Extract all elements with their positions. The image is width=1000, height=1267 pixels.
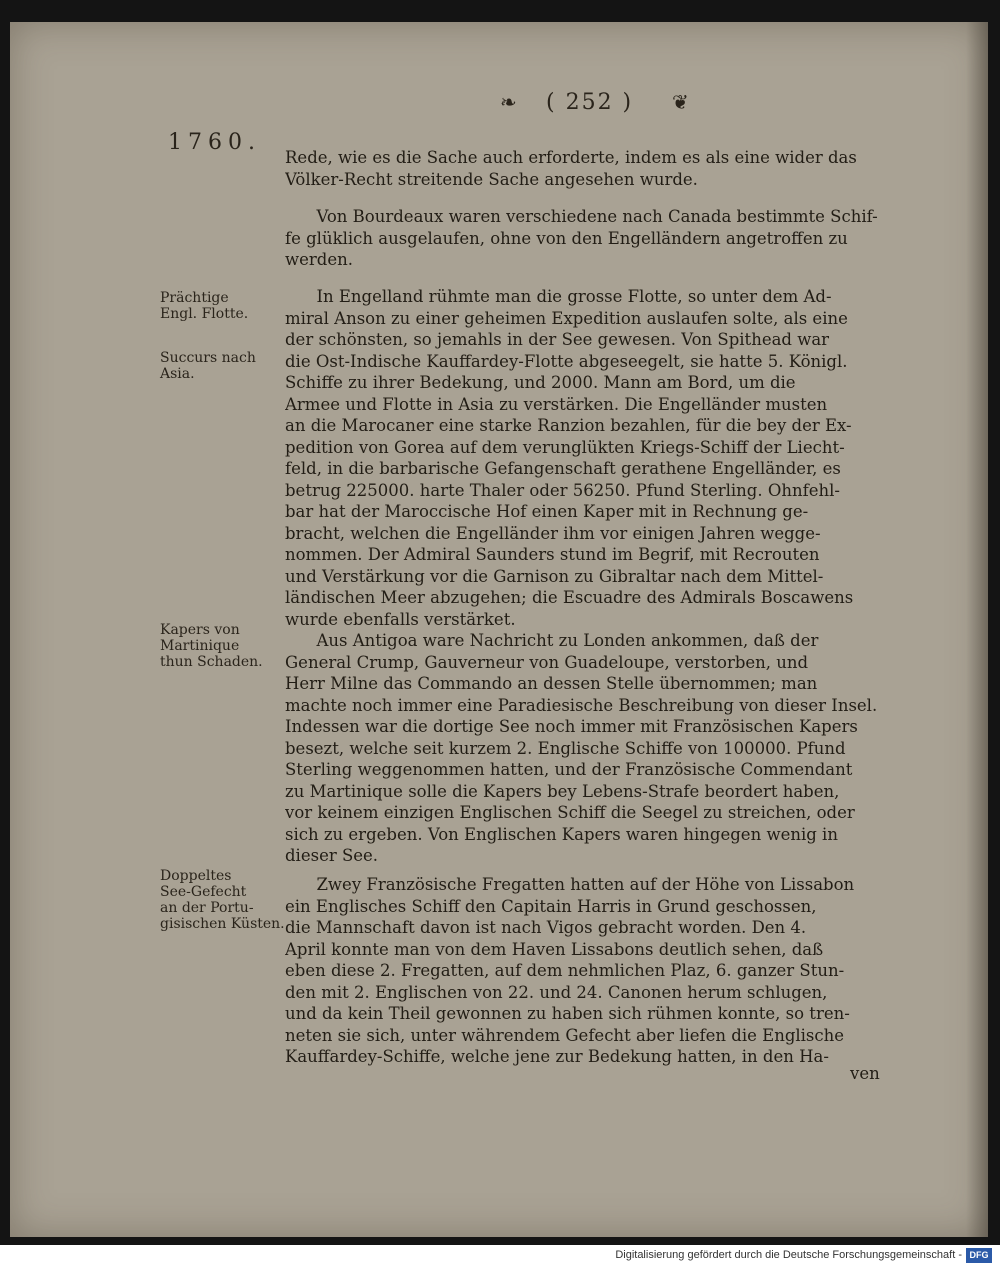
text-line: Zwey Französische Fregatten hatten auf der Höhe von Lissabon xyxy=(285,875,855,894)
text-line: wurde ebenfalls verstärket. xyxy=(285,609,516,629)
paragraph-engelland xyxy=(285,286,910,630)
marginal-note-seegefecht xyxy=(160,868,285,932)
text-line: den mit 2. Englischen von 22. und 24. Canonen herum schlugen, xyxy=(285,982,828,1002)
text-line: General Crump, Gauverneur von Guadeloupe, verstorben, und xyxy=(285,652,809,672)
text-line: eben diese 2. Fregatten, auf dem nehmlichen Plaz, 6. ganzer Stun- xyxy=(285,961,845,980)
text-line: betrug 225000. harte Thaler oder 56250. Pfund Sterling. Ohnfehl- xyxy=(285,480,840,500)
text-line: die Ost-Indische Kauffardey-Flotte abgeseegelt, sie hatte 5. Königl. xyxy=(285,351,848,371)
page-number: ( 252 ) xyxy=(546,90,634,115)
text-line: Sterling weggenommen hatten, und der Französische Commendant xyxy=(285,760,853,779)
text-line: sich zu ergeben. Von Englischen Kapers waren hingegen wenig in xyxy=(285,824,838,844)
text-line: miral Anson zu einer geheimen Expedition auslaufen solte, als eine xyxy=(285,308,848,328)
text-line: der schönsten, so jemahls in der See gewesen. Von Spithead war xyxy=(285,330,830,349)
text-line: Rede, wie es die Sache auch erforderte, indem es als eine wider das xyxy=(285,148,857,167)
text-line: In Engelland rühmte man die grosse Flotte, so unter dem Ad- xyxy=(285,287,832,306)
dfg-logo[interactable]: DFG xyxy=(966,1248,992,1263)
page-edge-shadow xyxy=(966,22,988,1237)
footer-bar xyxy=(0,1245,1000,1267)
text-line: bracht, welchen die Engelländer ihm vor einigen Jahren wegge- xyxy=(285,523,821,543)
text-line: dieser See. xyxy=(285,846,379,865)
text-line: pedition von Gorea auf dem verunglükten Kriegs-Schiff der Liecht- xyxy=(285,437,845,457)
marginal-note-flotte xyxy=(160,290,248,322)
page-header xyxy=(480,86,720,126)
text-line: vor keinem einzigen Englischen Schiff die Seegel zu streichen, oder xyxy=(285,803,855,822)
marginal-note-succurs xyxy=(160,350,256,382)
text-line: ein Englisches Schiff den Capitain Harris in Grund geschossen, xyxy=(285,896,817,916)
text-line: Völker-Recht streitende Sache angesehen wurde. xyxy=(285,169,698,189)
text-line: nommen. Der Admiral Saunders stund im Begrif, mit Recrouten xyxy=(285,545,820,564)
marginal-note-line: an der Portu- xyxy=(160,900,254,916)
text-line: machte noch immer eine Paradiesische Beschreibung von dieser Insel. xyxy=(285,695,878,715)
text-line: Armee und Flotte in Asia zu verstärken. Die Engelländer musten xyxy=(285,394,828,414)
text-line: werden. xyxy=(285,250,353,269)
catchword: ven xyxy=(850,1064,880,1083)
paragraph-antigoa xyxy=(285,630,910,867)
marginal-note-line: Asia. xyxy=(160,366,195,382)
paragraph-continuation xyxy=(285,147,910,190)
text-line: Schiffe zu ihrer Bedekung, und 2000. Mann am Bord, um die xyxy=(285,373,796,392)
text-line: Indessen war die dortige See noch immer mit Französischen Kapers xyxy=(285,717,858,736)
marginal-note-line: gisischen Küsten. xyxy=(160,916,285,932)
text-line: Von Bourdeaux waren verschiedene nach Canada bestimmte Schif- xyxy=(285,207,878,226)
marginal-note-line: Prächtige xyxy=(160,290,229,306)
marginal-note-line: Kapers von xyxy=(160,622,240,638)
text-line: an die Marocaner eine starke Ranzion bezahlen, für die bey der Ex- xyxy=(285,416,852,435)
text-line: neten sie sich, unter währendem Gefecht aber liefen die Englische xyxy=(285,1025,845,1045)
paragraph-bourdeaux xyxy=(285,206,910,271)
marginal-note-kapers xyxy=(160,622,263,670)
marginal-note-line: Martinique xyxy=(160,638,240,654)
marginal-note-line: thun Schaden. xyxy=(160,654,263,670)
text-line: die Mannschaft davon ist nach Vigos gebracht worden. Den 4. xyxy=(285,918,807,937)
text-line: besezt, welche seit kurzem 2. Englische Schiffe von 100000. Pfund xyxy=(285,738,846,758)
ornament-left-icon: ❧ xyxy=(500,90,519,114)
marginal-note-line: Doppeltes xyxy=(160,868,232,884)
text-line: April konnte man von dem Haven Lissabons deutlich sehen, daß xyxy=(285,939,824,959)
ornament-right-icon: ❦ xyxy=(672,90,691,114)
text-line: bar hat der Maroccische Hof einen Kaper mit in Rechnung ge- xyxy=(285,502,809,521)
text-line: ländischen Meer abzugehen; die Escuadre des Admirals Boscawens xyxy=(285,588,854,607)
text-line: zu Martinique solle die Kapers bey Lebens-Strafe beordert haben, xyxy=(285,781,840,801)
year-marginal: 1760. xyxy=(168,130,261,155)
marginal-note-line: Succurs nach xyxy=(160,350,256,366)
text-line: Herr Milne das Commando an dessen Stelle übernommen; man xyxy=(285,674,818,693)
funding-notice: Digitalisierung gefördert durch die Deutsche Forschungsgemeinschaft - xyxy=(615,1249,962,1261)
text-line: und da kein Theil gewonnen zu haben sich rühmen konnte, so tren- xyxy=(285,1004,850,1023)
marginal-note-line: Engl. Flotte. xyxy=(160,306,249,322)
paragraph-fregatten xyxy=(285,874,910,1068)
text-line: Aus Antigoa ware Nachricht zu Londen ankommen, daß der xyxy=(285,631,819,650)
text-line: fe glüklich ausgelaufen, ohne von den Engelländern angetroffen zu xyxy=(285,228,848,248)
text-line: und Verstärkung vor die Garnison zu Gibraltar nach dem Mittel- xyxy=(285,566,824,586)
marginal-note-line: See-Gefecht xyxy=(160,884,247,900)
text-line: feld, in die barbarische Gefangenschaft gerathene Engelländer, es xyxy=(285,459,841,478)
text-line: Kauffardey-Schiffe, welche jene zur Bedekung hatten, in den Ha- xyxy=(285,1047,829,1066)
